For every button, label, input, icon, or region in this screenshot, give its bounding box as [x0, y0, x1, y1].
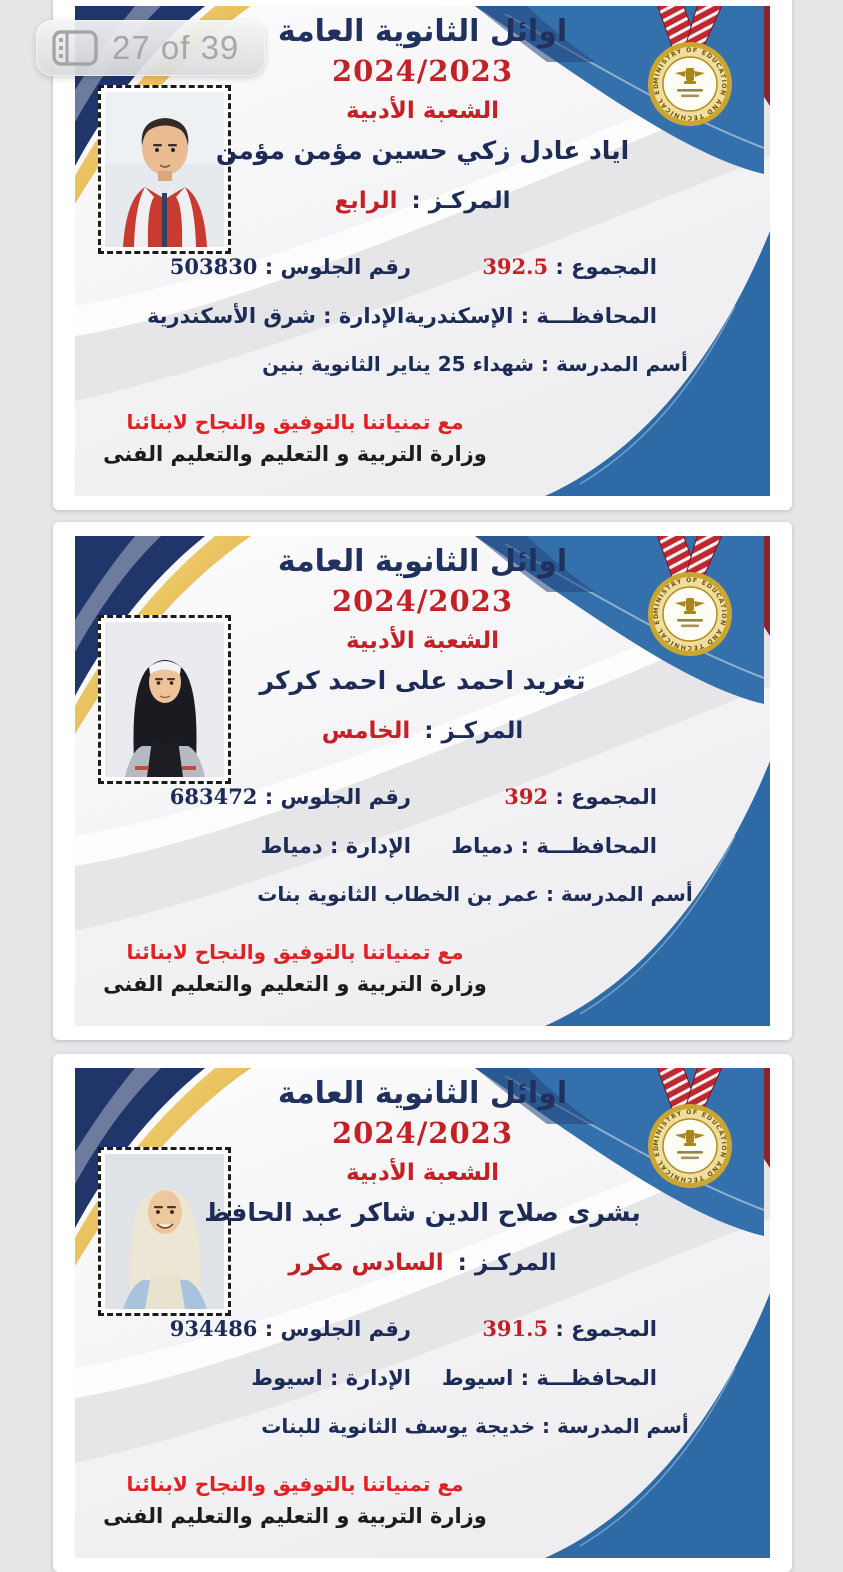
- school-label: أسم المدرسة :: [541, 352, 688, 376]
- total-value: 392: [504, 784, 549, 809]
- rank-label: المركـز :: [411, 188, 511, 214]
- card-title: اوائل الثانوية العامة: [277, 1076, 568, 1111]
- academic-year: 2024/2023: [331, 584, 514, 618]
- administration-value: اسيوط: [251, 1366, 323, 1390]
- certificate: [75, 6, 770, 496]
- student-name: تغريد احمد على احمد كركر: [259, 666, 586, 695]
- seat-label: رقم الجلوس :: [264, 1317, 411, 1341]
- rank-label: المركـز :: [424, 718, 524, 744]
- administration-value: شرق الأسكندرية: [146, 304, 316, 328]
- page-counter-text: 27 of 39: [112, 29, 240, 66]
- total-value: 391.5: [482, 1316, 549, 1341]
- card-title: اوائل الثانوية العامة: [277, 14, 568, 49]
- certificate-card: [53, 0, 792, 510]
- total-label: المجموع :: [555, 1317, 657, 1341]
- seat-value: 934486: [169, 1316, 258, 1341]
- certificate-card: [53, 1054, 792, 1572]
- ministry-line: وزارة التربية و التعليم والتعليم الفنى: [103, 1504, 487, 1528]
- seat-value: 683472: [169, 784, 258, 809]
- administration-label: الإدارة :: [329, 1366, 411, 1390]
- rank-label: المركـز :: [457, 1250, 557, 1276]
- governorate-value: اسيوط: [441, 1366, 514, 1390]
- school-label: أسم المدرسة :: [541, 1414, 689, 1438]
- ministry-line: وزارة التربية و التعليم والتعليم الفنى: [103, 442, 487, 466]
- seat-value: 503830: [169, 254, 258, 279]
- certificate: [75, 1068, 770, 1558]
- section-name: الشعبة الأدبية: [345, 628, 500, 654]
- administration-label: الإدارة :: [329, 834, 411, 858]
- certificate: [75, 536, 770, 1026]
- governorate-value: الإسكندرية: [404, 304, 514, 328]
- student-name: اياد عادل زكي حسين مؤمن مؤمن: [215, 136, 630, 165]
- certificate-card: [53, 522, 792, 1040]
- governorate-label: المحافظـــة :: [520, 1366, 657, 1390]
- seat-label: رقم الجلوس :: [264, 785, 411, 809]
- section-name: الشعبة الأدبية: [345, 1160, 500, 1186]
- section-name: الشعبة الأدبية: [345, 98, 500, 124]
- school-value: خديجة يوسف الثانوية للبنات: [261, 1414, 536, 1438]
- total-value: 392.5: [482, 254, 549, 279]
- administration-label: الإدارة :: [323, 304, 405, 328]
- total-label: المجموع :: [555, 785, 657, 809]
- ministry-line: وزارة التربية و التعليم والتعليم الفنى: [103, 972, 487, 996]
- rank-value: السادس مكرر: [288, 1250, 444, 1276]
- governorate-label: المحافظـــة :: [520, 834, 657, 858]
- school-value: شهداء 25 يناير الثانوية بنين: [262, 352, 535, 376]
- page-counter-pill: [36, 20, 265, 76]
- governorate-value: دمياط: [451, 834, 514, 858]
- seat-label: رقم الجلوس :: [264, 255, 411, 279]
- academic-year: 2024/2023: [331, 1116, 514, 1150]
- wish-line: مع تمنياتنا بالتوفيق والنجاح لابنائنا: [126, 1472, 464, 1496]
- total-label: المجموع :: [555, 255, 657, 279]
- academic-year: 2024/2023: [331, 54, 514, 88]
- card-title: اوائل الثانوية العامة: [277, 544, 568, 579]
- administration-value: دمياط: [260, 834, 323, 858]
- wish-line: مع تمنياتنا بالتوفيق والنجاح لابنائنا: [126, 940, 464, 964]
- governorate-label: المحافظـــة :: [520, 304, 657, 328]
- film-frames-icon: [52, 30, 98, 66]
- student-name: بشرى صلاح الدين شاكر عبد الحافظ: [204, 1198, 641, 1227]
- wish-line: مع تمنياتنا بالتوفيق والنجاح لابنائنا: [126, 410, 464, 434]
- school-value: عمر بن الخطاب الثانوية بنات: [257, 882, 539, 906]
- rank-value: الرابع: [334, 188, 398, 214]
- rank-value: الخامس: [321, 718, 411, 744]
- school-label: أسم المدرسة :: [545, 882, 693, 906]
